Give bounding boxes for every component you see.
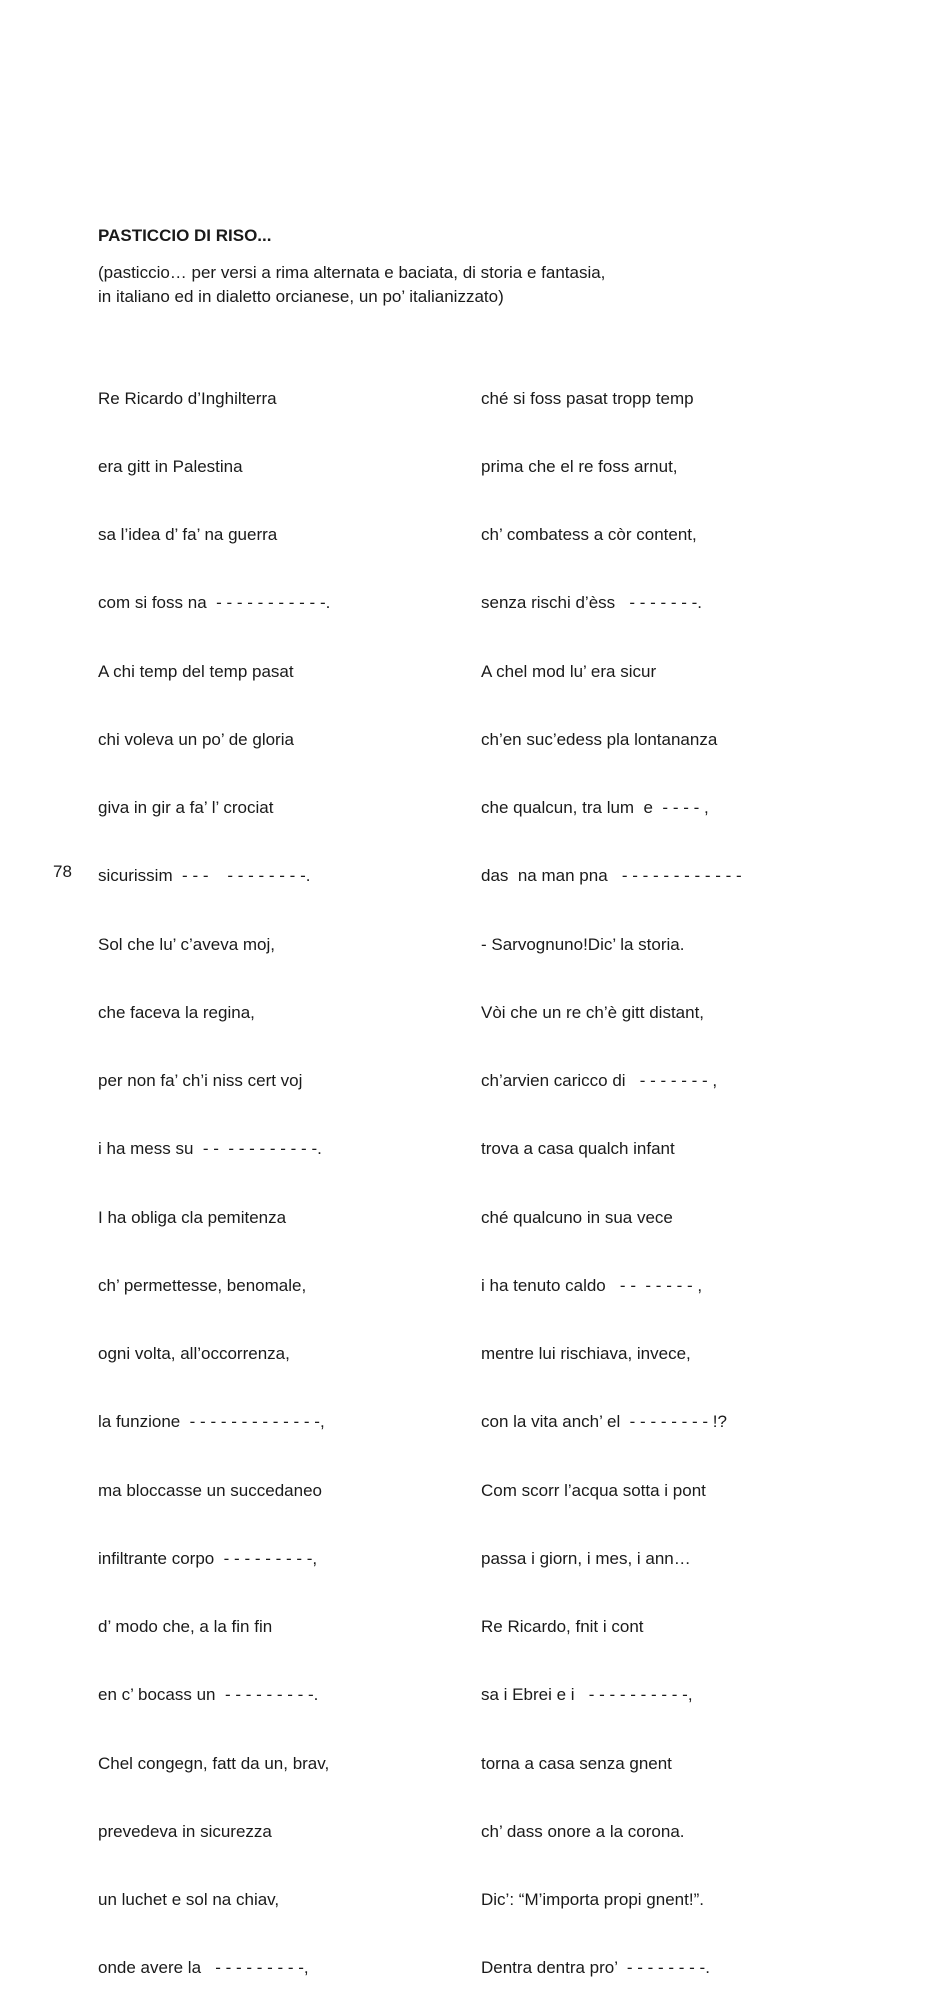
verse-line: sicurissim - - - - - - - - - - -.: [98, 866, 311, 886]
verse-line: ch’ dass onore a la corona.: [481, 1821, 685, 1841]
verse-line: ché qualcuno in sua vece: [481, 1207, 673, 1227]
verse-line: ch’arvien caricco di - - - - - - - ,: [481, 1071, 718, 1090]
verse-line: i ha tenuto caldo - - - - - - - ,: [481, 1275, 703, 1295]
verse-line: Dentra dentra pro’ - - - - - - - -.: [481, 1958, 710, 1978]
verse-line: Vòi che un re ch’è gitt distant,: [481, 1002, 705, 1022]
verse-line: onde avere la - - - - - - - - -,: [98, 1958, 309, 1978]
verse-line: sa i Ebrei e i - - - - - - - - - -,: [481, 1685, 693, 1705]
poem-left-column: [98, 342, 330, 2000]
poem-right-column: [481, 342, 742, 2000]
verse-line: ché si foss pasat tropp temp: [481, 388, 694, 408]
verse-line: prima che el re foss arnut,: [481, 456, 678, 476]
verse-line: mentre lui rischiava, invece,: [481, 1344, 691, 1363]
verse-line: en c’ bocass un - - - - - - - - -.: [98, 1685, 319, 1705]
verse-line: torna a casa senza gnent: [481, 1753, 672, 1773]
poem-subtitle: [98, 261, 605, 309]
verse-line: das na man pna - - - - - - - - - - - -: [481, 866, 742, 886]
poem-title: PASTICCIO DI RISO...: [98, 226, 272, 245]
verse-line: Sol che lu’ c’aveva moj,: [98, 934, 276, 954]
verse-line: - Sarvognuno!Dic’ la storia.: [481, 934, 685, 954]
verse-line: d’ modo che, a la fin fin: [98, 1617, 273, 1636]
verse-line: un luchet e sol na chiav,: [98, 1890, 280, 1909]
verse-line: con la vita anch’ el - - - - - - - - !?: [481, 1412, 727, 1432]
verse-line: che qualcun, tra lum e - - - - ,: [481, 798, 709, 817]
verse-line: ch’ combatess a còr content,: [481, 525, 697, 544]
verse-line: era gitt in Palestina: [98, 456, 243, 476]
verse-line: passa i giorn, i mes, i ann…: [481, 1548, 691, 1568]
verse-line: ch’en suc’edess pla lontananza: [481, 729, 718, 749]
verse-line: Com scorr l’acqua sotta i pont: [481, 1480, 706, 1500]
verse-line: infiltrante corpo - - - - - - - - -,: [98, 1548, 318, 1568]
verse-line: ch’ permettesse, benomale,: [98, 1275, 307, 1295]
verse-line: A chel mod lu’ era sicur: [481, 661, 657, 681]
subtitle-line: (pasticcio… per versi a rima alternata e baciata, di storia e fantasia,: [98, 263, 606, 282]
verse-line: I ha obliga cla pemitenza: [98, 1207, 287, 1227]
verse-line: i ha mess su - - - - - - - - - - -.: [98, 1139, 322, 1159]
verse-line: com si foss na - - - - - - - - - - -.: [98, 593, 331, 613]
verse-line: giva in gir a fa’ l’ crociat: [98, 798, 274, 817]
verse-line: trova a casa qualch infant: [481, 1139, 675, 1159]
page-number: 78: [53, 862, 72, 881]
verse-line: ma bloccasse un succedaneo: [98, 1480, 322, 1500]
verse-line: Dic’: “M’importa propi gnent!”.: [481, 1890, 704, 1909]
verse-line: ogni volta, all’occorrenza,: [98, 1344, 290, 1363]
verse-line: Chel congegn, fatt da un, brav,: [98, 1753, 330, 1773]
verse-line: che faceva la regina,: [98, 1002, 255, 1022]
verse-line: la funzione - - - - - - - - - - - - -,: [98, 1412, 325, 1432]
verse-line: senza rischi d’èss - - - - - - -.: [481, 593, 703, 613]
verse-line: prevedeva in sicurezza: [98, 1821, 272, 1841]
verse-line: per non fa’ ch’i niss cert voj: [98, 1071, 303, 1090]
verse-line: chi voleva un po’ de gloria: [98, 729, 294, 749]
verse-line: A chi temp del temp pasat: [98, 661, 294, 681]
verse-line: sa l’idea d’ fa’ na guerra: [98, 525, 278, 544]
subtitle-line: in italiano ed in dialetto orcianese, un po’ italianizzato): [98, 287, 504, 306]
verse-line: Re Ricardo d’Inghilterra: [98, 388, 277, 408]
verse-line: Re Ricardo, fnit i cont: [481, 1617, 644, 1636]
